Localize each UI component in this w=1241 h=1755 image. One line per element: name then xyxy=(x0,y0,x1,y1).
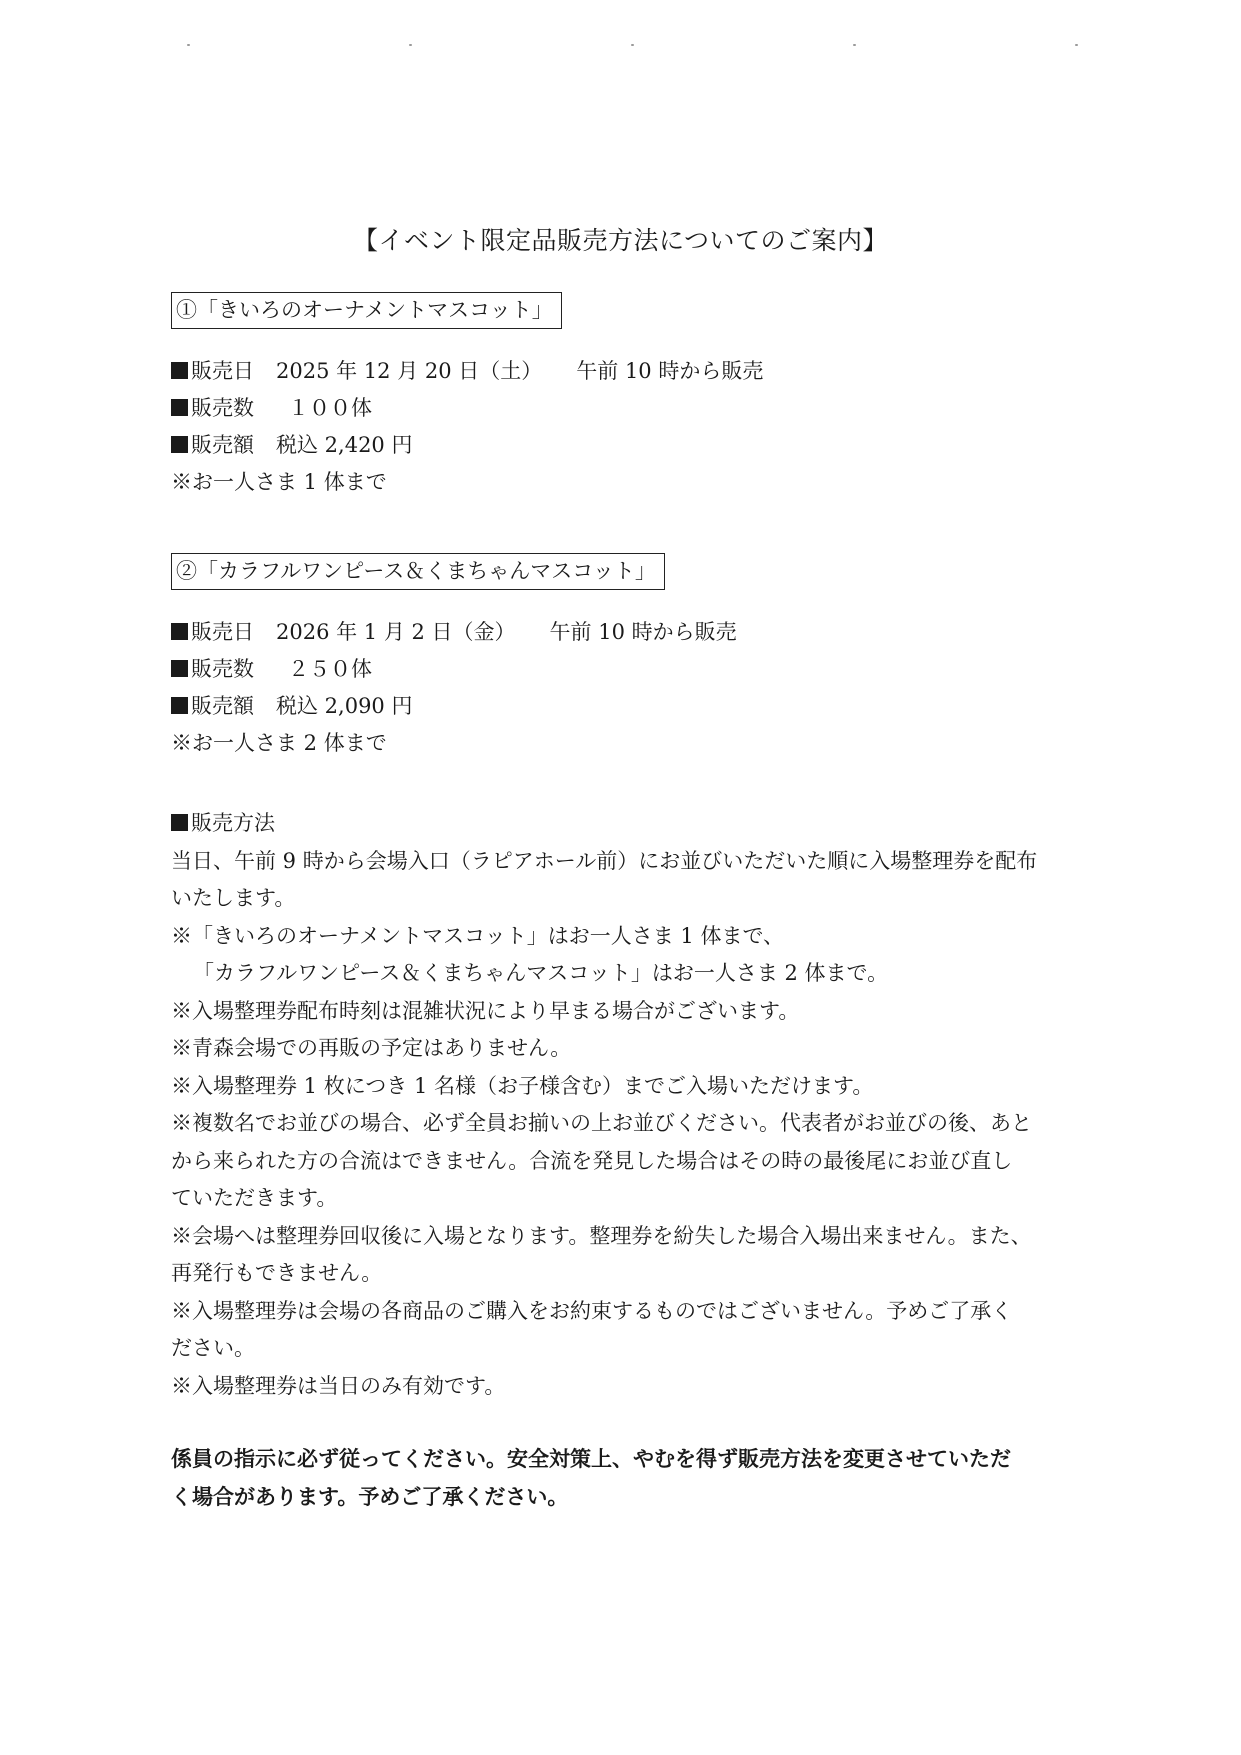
document-title: 【イベント限定品販売方法についてのご案内】 xyxy=(352,226,888,255)
item-heading: ①「きいろのオーナメントマスコット」 xyxy=(171,292,562,329)
square-bullet-icon xyxy=(171,399,188,416)
closing-line: 係員の指示に必ず従ってください。安全対策上、やむを得ず販売方法を変更させていただ xyxy=(171,1446,1011,1471)
scan-speck xyxy=(409,44,412,46)
item-section-1 xyxy=(171,292,1071,501)
scan-specks xyxy=(0,0,1241,60)
method-line: ※複数名でお並びの場合、必ず全員お揃いの上お並びください。代表者がお並びの後、あと xyxy=(171,1111,1032,1135)
square-bullet-icon xyxy=(171,623,188,640)
sale-time: 午前 10 時から販売 xyxy=(549,620,737,644)
sale-time: 午前 10 時から販売 xyxy=(576,359,764,383)
method-line: 「カラフルワンピース＆くまちゃんマスコット」はお一人さま 2 体まで。 xyxy=(193,961,889,985)
closing-line: く場合があります。予めご了承ください。 xyxy=(171,1484,569,1509)
price-label: 販売額 xyxy=(191,433,254,457)
method-heading: 販売方法 xyxy=(191,811,275,835)
item-info-list xyxy=(171,353,1071,501)
item-info-list xyxy=(171,614,1071,762)
price: 税込 2,420 円 xyxy=(276,433,413,457)
method-line: ※青森会場での再販の予定はありません。 xyxy=(171,1036,572,1060)
quantity: １００体 xyxy=(288,396,372,420)
method-line: ※入場整理券は会場の各商品のご購入をお約束するものではございません。予めご了承く xyxy=(171,1298,1013,1323)
method-heading-row xyxy=(171,805,1071,843)
scan-speck xyxy=(1075,44,1078,46)
square-bullet-icon xyxy=(171,697,188,714)
item-section-2 xyxy=(171,553,1071,762)
method-line: ていただきます。 xyxy=(171,1186,338,1210)
square-bullet-icon xyxy=(171,436,188,453)
quantity: ２５０体 xyxy=(288,657,372,681)
sales-method-section xyxy=(171,805,1071,1405)
method-line: ※「きいろのオーナメントマスコット」はお一人さま 1 体まで、 xyxy=(171,923,785,948)
price: 税込 2,090 円 xyxy=(276,694,413,718)
method-line: 再発行もできません。 xyxy=(171,1261,383,1285)
quantity-label: 販売数 xyxy=(191,396,254,420)
closing-notice xyxy=(171,1440,1071,1516)
scan-speck xyxy=(187,44,190,46)
price-row xyxy=(171,688,1071,725)
method-line: ※入場整理券配布時刻は混雑状況により早まる場合がございます。 xyxy=(171,998,800,1023)
method-line: いたします。 xyxy=(171,886,296,910)
method-line: ※会場へは整理券回収後に入場となります。整理券を紛失した場合入場出来ません。また、 xyxy=(171,1223,1032,1248)
sale-date-label: 販売日 xyxy=(191,359,254,383)
scan-speck xyxy=(631,44,634,46)
scan-speck xyxy=(853,44,856,46)
item-heading: ②「カラフルワンピース＆くまちゃんマスコット」 xyxy=(171,553,665,590)
method-line: ※入場整理券 1 枚につき 1 名様（お子様含む）までご入場いただけます。 xyxy=(171,1073,874,1098)
sale-date: 2025 年 12 月 20 日（土） xyxy=(276,359,543,383)
square-bullet-icon xyxy=(171,660,188,677)
quantity-label: 販売数 xyxy=(191,657,254,681)
square-bullet-icon xyxy=(171,362,188,379)
method-line: ※入場整理券は当日のみ有効です。 xyxy=(171,1373,506,1398)
limit-note: ※お一人さま 1 体まで xyxy=(171,470,387,494)
method-line: から来られた方の合流はできません。合流を発見した場合はその時の最後尾にお並び直し xyxy=(171,1148,1013,1173)
sale-date-row xyxy=(171,353,1071,390)
price-row xyxy=(171,427,1071,464)
sale-date-label: 販売日 xyxy=(191,620,254,644)
sale-date-row xyxy=(171,614,1071,651)
method-line: 当日、午前 9 時から会場入口（ラピアホール前）にお並びいただいた順に入場整理券を配布 xyxy=(171,848,1038,873)
quantity-row xyxy=(171,390,1071,427)
square-bullet-icon xyxy=(171,814,188,831)
sale-date: 2026 年 1 月 2 日（金） xyxy=(276,620,516,644)
method-line: ださい。 xyxy=(171,1336,255,1360)
limit-note: ※お一人さま 2 体まで xyxy=(171,731,387,755)
quantity-row xyxy=(171,651,1071,688)
price-label: 販売額 xyxy=(191,694,254,718)
